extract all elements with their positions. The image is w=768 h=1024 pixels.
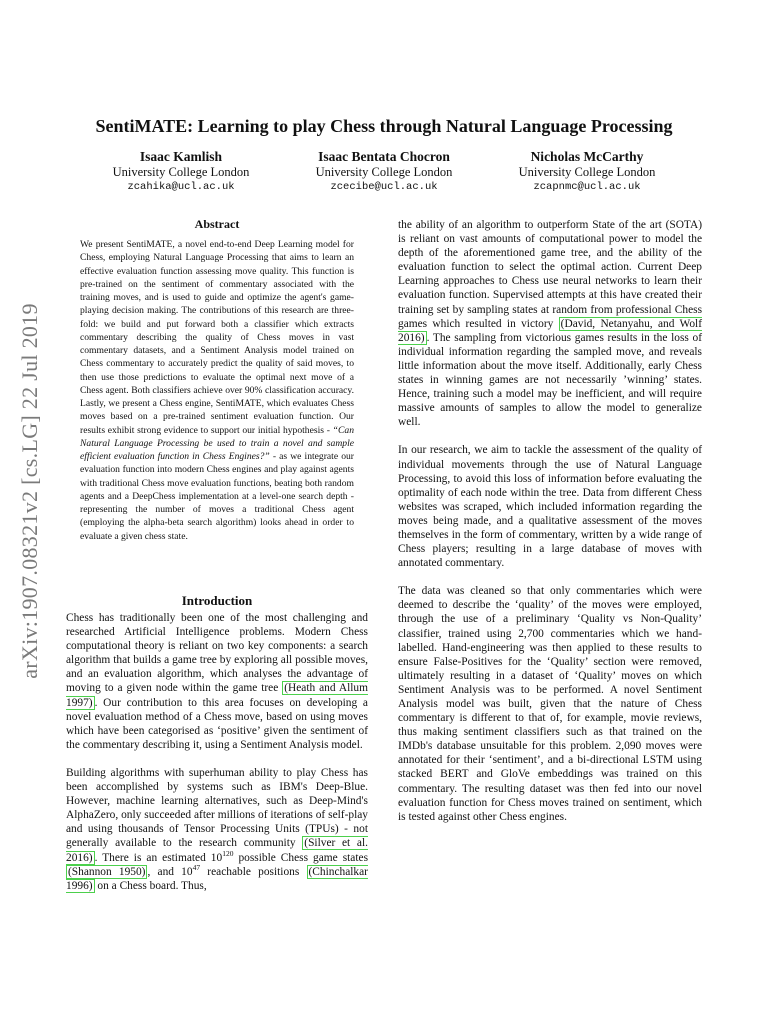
author-affiliation: University College London: [518, 165, 656, 179]
paper-title: SentiMATE: Learning to play Chess through Natural Language Processing: [95, 116, 673, 136]
author-block: [71, 148, 291, 195]
abstract-text: [80, 238, 354, 543]
arxiv-watermark: [14, 282, 46, 700]
abstract-body-end: - as we integrate our evaluation function into modern Chess engines and play against agents with traditional Chess move evaluation functions, beating both random agents and a DeepChess implementation at a level-one search depth - representing the number of moves a traditional Chess agent (employing the alpha-beta search algorithm) looks ahead in order to evaluate a given chess state.: [80, 451, 354, 542]
intro-text: possible Chess game states: [233, 851, 368, 864]
author-email[interactable]: zcapnmc@ucl.ac.uk: [533, 181, 641, 193]
body-paragraph: The data was cleaned so that only commentaries which were deemed to describe the ‘quality’ of the moves were employed, through the use of a preliminary ‘Quality vs Non-Quality’ classifier, trained using 2,700 commentaries which we hand-labelled. Hand-engineering was then applied to these results to ensure False-Positives for the ‘Quality’ section were removed, ultimately resulting in a dataset of ‘Quality’ moves on which Sentiment Analysis was to be performed. A novel Sentiment Analysis model was built, given that the nature of Chess commentary is different to that of, for example, movie reviews, thus making sentiment classifiers such as that trained on the IMDb's database unsuitable for this problem. 2,090 moves were annotated for their ‘sentiment’, and a bi-directional LSTM using stacked BERT and GloVe embeddings was trained on this commentary. The resulting dataset was then fed into our novel evaluation function for Chess moves trained on sentiment, which is tested against other Chess engines.: [398, 585, 702, 823]
exponent: 120: [222, 848, 234, 858]
body-paragraph: In our research, we aim to tackle the assessment of the quality of individual movements through the use of Natural Language Processing, to avoid this loss of information before evaluating the optimality of each node within the tree. Data from different Chess websites was scraped, which included information regarding the moves being made, and a qualitative assessment of the moves themselves in the form of commentary, written by a wide range of Chess players; resulting in a large database of moves with annotated commentary.: [398, 444, 702, 570]
author-block: [477, 148, 697, 195]
body-text: . The sampling from victorious games results in the loss of individual information regarding the sampled move, and reveals little information about the move itself. Additionally, early Chess states in winning games are not necessarily ’winning’ states. Hence, training such a model may be inefficient, and will require massive amounts of samples to allow the model to generalize well.: [398, 331, 702, 429]
citation-link[interactable]: (Chinchalkar 1996): [66, 865, 368, 892]
intro-text: . Our contribution to this area focuses on developing a novel evaluation method of a Chess move, based on using moves which have been categorised as ‘positive’ given the sentiment of the commentary describing it, using a Sentiment Analysis model.: [66, 696, 368, 751]
author-email[interactable]: zcecibe@ucl.ac.uk: [330, 181, 438, 193]
author-name: Isaac Kamlish: [139, 149, 223, 164]
author-email[interactable]: zcahika@ucl.ac.uk: [127, 181, 235, 193]
abstract-body: We present SentiMATE, a novel end-to-end Deep Learning model for Chess, employing Natural Language Processing that aims to learn an effective evaluation function assessing move quality. This function is pre-trained on the sentiment of commentary associated with the training moves, and is used to guide and optimize the agent's game-playing decision making. The contributions of this research are three-fold: we build and put forward both a classifier which extracts commentary describing the quality of Chess moves in vast commentary datasets, and a Sentiment Analysis model trained on Chess commentary to accurately predict the quality of said moves, to then use those predictions to evaluate the optimal next move of a Chess agent. Both classifiers achieve over 90% classification accuracy. Lastly, we present a Chess engine, SentiMATE, which evaluates Chess moves based on a pre-trained sentiment evaluation function. Our results exhibit strong evidence to support our initial hypothesis -: [80, 239, 354, 436]
arxiv-id: arXiv:1907.08321v2 [cs.LG] 22 Jul 2019: [17, 303, 42, 679]
exponent: 47: [192, 862, 201, 872]
abstract-heading: Abstract: [194, 217, 240, 231]
intro-text: Building algorithms with superhuman ability to play Chess has been accomplished by systems such as IBM's Deep-Blue. However, machine learning alternatives, such as Deep-Mind's AlphaZero, only succeeded after millions of iterations of self-play and using thousands of Tensor Processing Units (TPUs) - not generally available to the research community: [66, 766, 368, 850]
author-affiliation: University College London: [112, 165, 250, 179]
author-block: [274, 148, 494, 195]
author-name: Isaac Bentata Chocron: [318, 149, 450, 164]
citation-link[interactable]: (Heath and Allum 1997): [66, 682, 368, 709]
body-paragraph: [398, 218, 702, 429]
author-affiliation: University College London: [315, 165, 453, 179]
intro-text: on a Chess board. Thus,: [94, 879, 207, 892]
intro-paragraph: [66, 766, 368, 893]
intro-text: Chess has traditionally been one of the most challenging and researched Artificial Intelligence problems. Modern Chess computational theory is reliant on two key components: a search algorithm that builds a game tree by exploring all possible moves, and an evaluation algorithm, which analyses the advantage of moving to a given node within the game tree: [66, 612, 368, 695]
citation-link[interactable]: (Silver et al. 2016): [66, 837, 368, 864]
intro-paragraph: [66, 611, 368, 752]
right-column-text: [398, 218, 702, 838]
intro-text: reachable positions: [200, 865, 300, 878]
body-text: the ability of an algorithm to outperform State of the art (SOTA) is reliant on vast amounts of computational power to model the depth of the aforementioned game tree, and the ability of the evaluation function to select the optimal action. Current Deep Learning approaches to Chess use neural networks to learn their evaluation function. Supervised attempts at this have created their training set by sampling states at random from professional Chess games which resulted in victory: [398, 219, 702, 330]
abstract-hypothesis-quote: “Can Natural Language Processing be used to train a novel and sample efficient evaluation function in Chess Engines?”: [80, 424, 354, 462]
citation-link[interactable]: (Shannon 1950): [68, 865, 146, 878]
author-name: Nicholas McCarthy: [530, 149, 644, 164]
intro-text: , and 10: [147, 865, 193, 878]
citation-link[interactable]: (David, Netanyahu, and Wolf 2016): [398, 317, 702, 344]
introduction-heading: Introduction: [181, 593, 253, 608]
intro-text: . There is an estimated 10: [94, 851, 223, 864]
introduction-text: [66, 611, 368, 907]
